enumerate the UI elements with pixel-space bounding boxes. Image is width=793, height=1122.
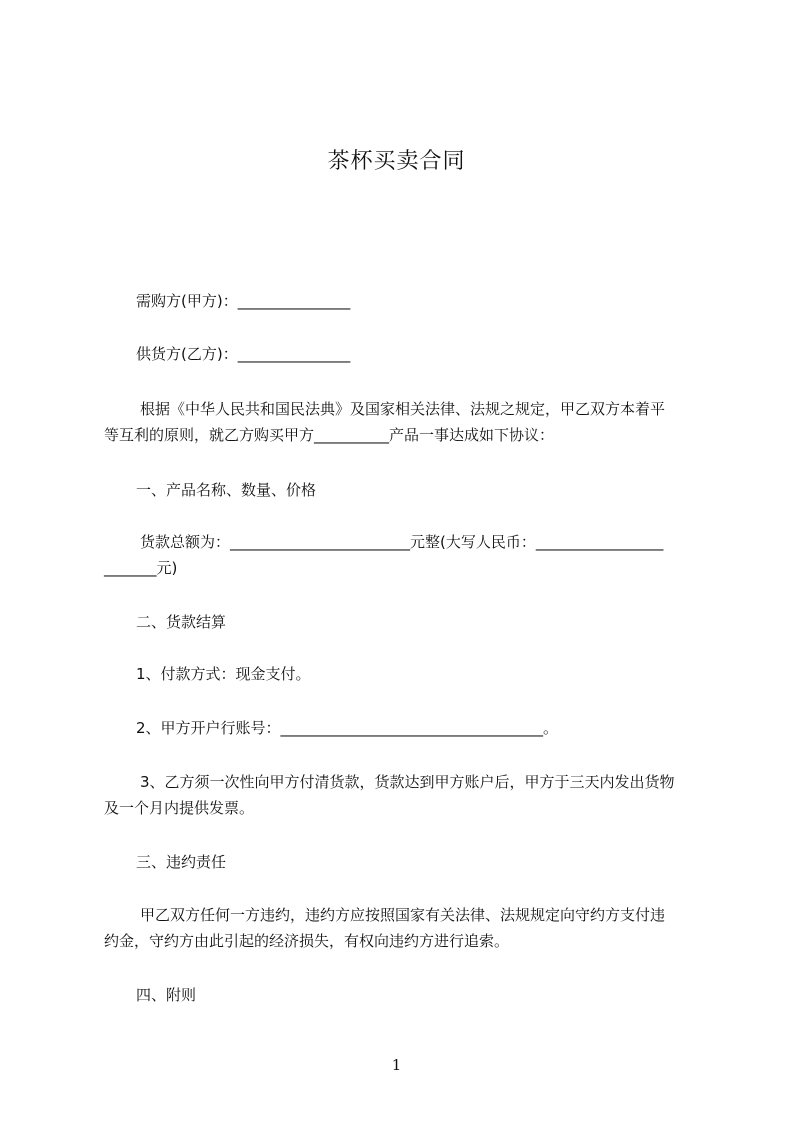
payment-delivery-line-1: 3、乙方须一次性向甲方付清货款，货款达到甲方账户后，甲方于三天内发出货物	[140, 773, 675, 791]
bank-account-item: 2、甲方开户行账号：___________________________________。	[136, 719, 559, 737]
supplier-line: 供货方(乙方)：_______________	[136, 345, 351, 363]
payment-total-line-2: _______元)	[104, 559, 178, 577]
section-3-heading: 三、违约责任	[136, 853, 227, 871]
payment-total-line-1: 货款总额为：________________________元整(大写人民币：_________________	[140, 533, 664, 551]
breach-line-1: 甲乙双方任何一方违约，违约方应按照国家有关法律、法规规定向守约方支付违	[140, 906, 666, 924]
intro-line-2: 等互利的原则，就乙方购买甲方__________产品一事达成如下协议：	[104, 426, 555, 444]
buyer-line: 需购方(甲方)：_______________	[136, 292, 351, 310]
payment-delivery-line-2: 及一个月内提供发票。	[104, 799, 255, 817]
intro-line-1: 根据《中华人民共和国民法典》及国家相关法律、法规之规定，甲乙双方本着平	[140, 400, 666, 418]
section-2-heading: 二、货款结算	[136, 613, 227, 631]
page-number: 1	[391, 1056, 402, 1074]
section-1-heading: 一、产品名称、数量、价格	[136, 481, 317, 499]
breach-line-2: 约金，守约方由此引起的经济损失，有权向违约方进行追索。	[104, 932, 510, 950]
document-title: 茶杯买卖合同	[327, 149, 466, 174]
payment-method-item: 1、付款方式：现金支付。	[136, 665, 311, 683]
section-4-heading: 四、附则	[136, 986, 197, 1004]
